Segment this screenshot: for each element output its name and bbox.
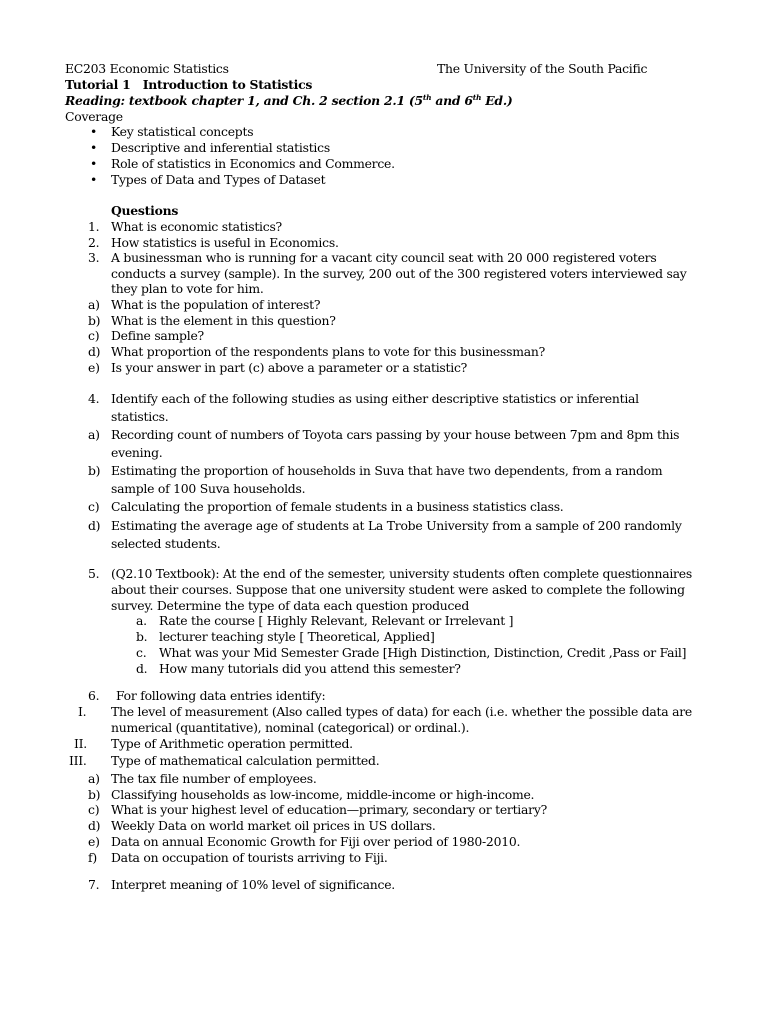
question-6-roman: Type of Arithmetic operation permitted. xyxy=(111,736,353,751)
part-label: b. xyxy=(136,629,148,644)
question-6-part: Classifying households as low-income, middle-income or high-income. xyxy=(111,787,535,802)
question-4-part: Estimating the proportion of households in Suva that have two dependents, from a random xyxy=(111,463,663,478)
question-4-line: statistics. xyxy=(111,409,169,424)
roman-label: II. xyxy=(74,736,87,751)
question-1-text: What is economic statistics? xyxy=(111,219,282,234)
question-4-part: Recording count of numbers of Toyota cars passing by your house between 7pm and 8pm this xyxy=(111,427,680,442)
question-5-part: lecturer teaching style [ Theoretical, Applied] xyxy=(159,629,435,644)
coverage-item: Descriptive and inferential statistics xyxy=(111,140,330,155)
question-4-part: evening. xyxy=(111,445,163,460)
question-5-line: about their courses. Suppose that one university student were asked to complete the following xyxy=(111,582,685,597)
coverage-item: Role of statistics in Economics and Commerce. xyxy=(111,156,395,171)
question-2-text: How statistics is useful in Economics. xyxy=(111,235,339,250)
question-6-roman: The level of measurement (Also called types of data) for each (i.e. whether the possible data are xyxy=(111,704,693,719)
reading-sup-1: th xyxy=(422,93,432,102)
part-label: e) xyxy=(88,834,100,849)
part-label: e) xyxy=(88,360,100,375)
course-title: EC203 Economic Statistics xyxy=(65,61,229,76)
coverage-item: Types of Data and Types of Dataset xyxy=(111,172,326,187)
question-3-part: Define sample? xyxy=(111,328,204,343)
question-3-line: they plan to vote for him. xyxy=(111,281,264,296)
part-label: a) xyxy=(88,771,100,786)
question-4-line: Identify each of the following studies as using either descriptive statistics or inferential xyxy=(111,391,639,406)
question-4-part: sample of 100 Suva households. xyxy=(111,481,306,496)
question-3-part: What is the population of interest? xyxy=(111,297,321,312)
bullet-icon: • xyxy=(90,124,98,139)
question-5-part: What was your Mid Semester Grade [High Distinction, Distinction, Credit ,Pass or Fail] xyxy=(159,645,687,660)
question-4-part: selected students. xyxy=(111,536,221,551)
question-5-line: (Q2.10 Textbook): At the end of the semester, university students often complete questionnaires xyxy=(111,566,692,581)
question-6-part: Weekly Data on world market oil prices in US dollars. xyxy=(111,818,436,833)
question-number: 1. xyxy=(88,219,100,234)
coverage-heading: Coverage xyxy=(65,109,123,124)
question-3-part: What proportion of the respondents plans to vote for this businessman? xyxy=(111,344,545,359)
part-label: a) xyxy=(88,297,100,312)
question-6-roman: numerical (quantitative), nominal (categorical) or ordinal.). xyxy=(111,720,470,735)
reading-line xyxy=(65,93,513,109)
question-4-part: Estimating the average age of students at La Trobe University from a sample of 200 randomly xyxy=(111,518,682,533)
coverage-item: Key statistical concepts xyxy=(111,124,254,139)
question-5-part: Rate the course [ Highly Relevant, Relevant or Irrelevant ] xyxy=(159,613,514,628)
question-6-text: For following data entries identify: xyxy=(116,688,326,703)
question-7-text: Interpret meaning of 10% level of significance. xyxy=(111,877,395,892)
bullet-icon: • xyxy=(90,156,98,171)
question-3-line: conducts a survey (sample). In the survey, 200 out of the 300 registered voters interviewed say xyxy=(111,266,687,281)
tutorial-heading xyxy=(65,77,312,93)
question-6-part: The tax file number of employees. xyxy=(111,771,317,786)
question-5-line: survey. Determine the type of data each question produced xyxy=(111,598,469,613)
question-4-part: Calculating the proportion of female students in a business statistics class. xyxy=(111,499,564,514)
roman-label: I. xyxy=(78,704,87,719)
question-6-part: Data on annual Economic Growth for Fiji over period of 1980-2010. xyxy=(111,834,521,849)
part-label: b) xyxy=(88,787,101,802)
part-label: c) xyxy=(88,802,100,817)
part-label: b) xyxy=(88,463,101,478)
reading-text-c: Ed.) xyxy=(481,93,513,108)
question-6-roman: Type of mathematical calculation permitted. xyxy=(111,753,380,768)
question-3-part: Is your answer in part (c) above a parameter or a statistic? xyxy=(111,360,468,375)
questions-heading: Questions xyxy=(111,203,179,218)
question-number: 3. xyxy=(88,250,100,265)
part-label: c. xyxy=(136,645,147,660)
bullet-icon: • xyxy=(90,140,98,155)
question-number: 7. xyxy=(88,877,100,892)
part-label: a. xyxy=(136,613,147,628)
question-3-part: What is the element in this question? xyxy=(111,313,336,328)
part-label: a) xyxy=(88,427,100,442)
bullet-icon: • xyxy=(90,172,98,187)
part-label: c) xyxy=(88,328,100,343)
question-6-part: Data on occupation of tourists arriving to Fiji. xyxy=(111,850,388,865)
reading-text-a: Reading: textbook chapter 1, and Ch. 2 section 2.1 (5 xyxy=(65,93,423,108)
question-number: 4. xyxy=(88,391,100,406)
question-number: 6. xyxy=(88,688,100,703)
question-number: 2. xyxy=(88,235,100,250)
part-label: b) xyxy=(88,313,101,328)
part-label: c) xyxy=(88,499,100,514)
reading-sup-2: th xyxy=(472,93,482,102)
reading-text-b: and 6 xyxy=(431,93,473,108)
question-number: 5. xyxy=(88,566,100,581)
part-label: f) xyxy=(88,850,97,865)
question-6-part: What is your highest level of education—primary, secondary or tertiary? xyxy=(111,802,547,817)
tutorial-number: Tutorial 1 xyxy=(65,77,131,92)
question-3-line: A businessman who is running for a vacant city council seat with 20 000 registered voters xyxy=(111,250,657,265)
tutorial-title: Introduction to Statistics xyxy=(142,77,313,92)
roman-label: III. xyxy=(69,753,87,768)
part-label: d) xyxy=(88,818,101,833)
question-5-part: How many tutorials did you attend this semester? xyxy=(159,661,461,676)
university-name: The University of the South Pacific xyxy=(437,61,648,76)
part-label: d) xyxy=(88,518,101,533)
part-label: d) xyxy=(88,344,101,359)
part-label: d. xyxy=(136,661,148,676)
